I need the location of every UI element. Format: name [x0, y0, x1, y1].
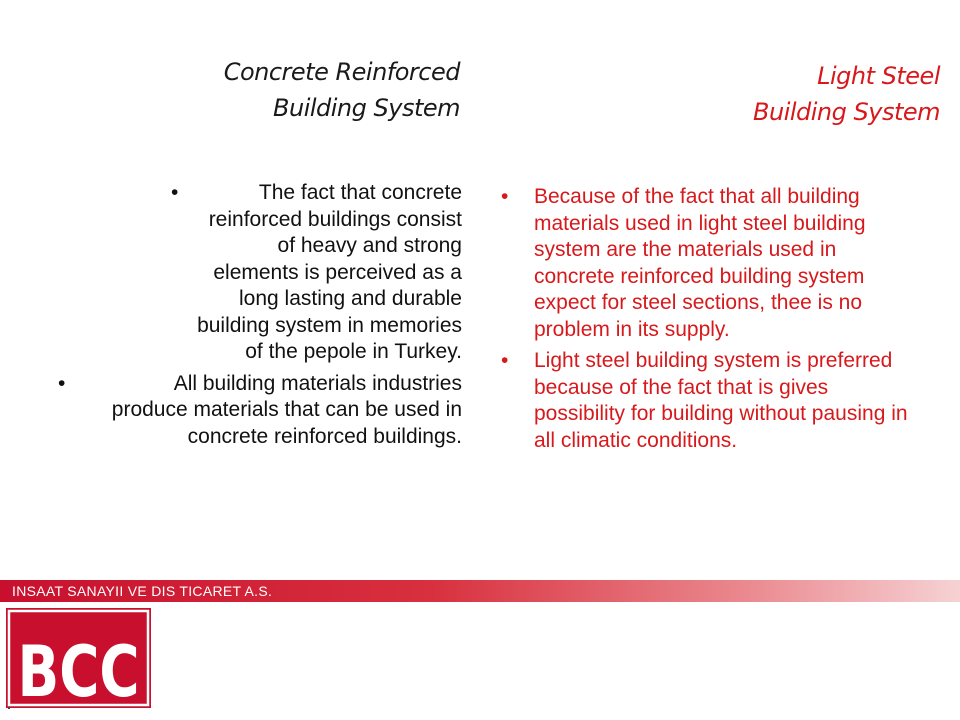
right-bullet-list [497, 184, 917, 459]
right-title-line1: Light Steel [817, 62, 940, 90]
right-bullet-2: • Light steel building system is preferred because of the fact that is gives possibility for building without pausing in all climatic conditions. [497, 348, 917, 454]
right-bullet-1: • Because of the fact that all building materials used in light steel building system are the materials used in concrete reinforced building system expect for steel sections, thee is no problem in its supply. [497, 184, 917, 343]
left-bullet-2: • All building materials industries produce materials that can be used in concrete reinforced buildings. [56, 371, 462, 451]
left-bullet-1: • The fact that concrete reinforced buildings consist of heavy and strong elements is perceived as a long lasting and durable building system in memories of the pepole in Turkey. [56, 180, 462, 366]
footer-bar [0, 580, 960, 602]
right-column-title [600, 58, 940, 130]
left-title-line2: Building System [273, 94, 460, 122]
footer-company-name: INSAAT SANAYII VE DIS TICARET A.S. [12, 583, 273, 599]
logo-text: BCC [17, 631, 140, 713]
right-title-line2: Building System [753, 98, 940, 126]
left-bullet-list [56, 180, 462, 455]
left-title-line1: Concrete Reinforced [223, 58, 460, 86]
left-column-title [120, 54, 460, 126]
corner-dot [8, 707, 10, 709]
bcc-logo [6, 608, 151, 713]
